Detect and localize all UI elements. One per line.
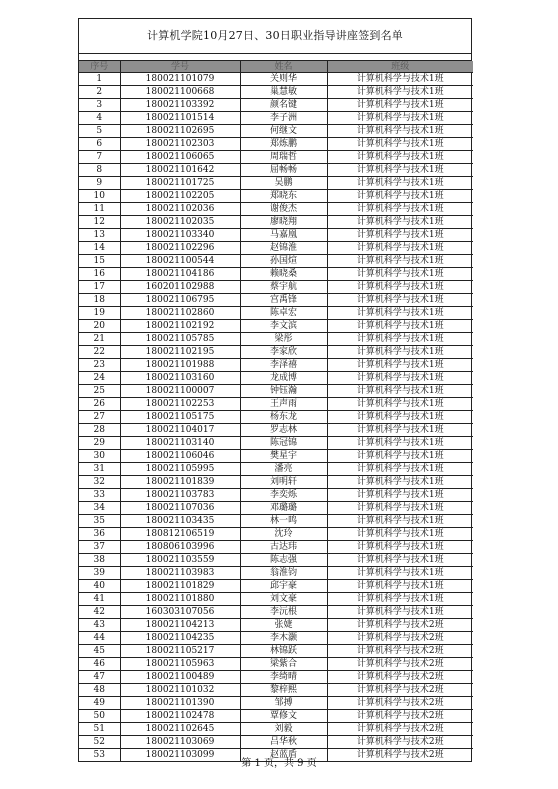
table-row (79, 476, 473, 489)
title-divider (79, 54, 471, 61)
cell-index: 50 (79, 710, 120, 723)
cell-class: 计算机科学与技术1班 (327, 502, 473, 515)
cell-class: 计算机科学与技术1班 (327, 190, 473, 203)
cell-class: 计算机科学与技术1班 (327, 411, 473, 424)
cell-index: 40 (79, 580, 120, 593)
cell-student-id: 180021101880 (120, 593, 240, 606)
table-row (79, 528, 473, 541)
cell-class: 计算机科学与技术1班 (327, 567, 473, 580)
cell-student-id: 180021103983 (120, 567, 240, 580)
cell-class: 计算机科学与技术2班 (327, 684, 473, 697)
table-row (79, 242, 473, 255)
cell-name: 郑炼鹏 (240, 138, 327, 151)
cell-name: 潘亮 (240, 463, 327, 476)
cell-name: 周瑞哲 (240, 151, 327, 164)
cell-index: 6 (79, 138, 120, 151)
table-row (79, 489, 473, 502)
cell-index: 52 (79, 736, 120, 749)
table-row (79, 125, 473, 138)
cell-class: 计算机科学与技术1班 (327, 229, 473, 242)
cell-student-id: 180021106795 (120, 294, 240, 307)
cell-name: 钟钰瀚 (240, 385, 327, 398)
table-row (79, 463, 473, 476)
cell-index: 5 (79, 125, 120, 138)
cell-index: 13 (79, 229, 120, 242)
cell-class: 计算机科学与技术1班 (327, 515, 473, 528)
table-row (79, 99, 473, 112)
table-row (79, 710, 473, 723)
header-index: 序号 (79, 61, 120, 73)
table-body (79, 73, 473, 762)
cell-student-id: 180021105785 (120, 333, 240, 346)
cell-class: 计算机科学与技术1班 (327, 359, 473, 372)
table-row (79, 151, 473, 164)
cell-class: 计算机科学与技术2班 (327, 658, 473, 671)
cell-student-id: 180021104017 (120, 424, 240, 437)
cell-student-id: 180021103160 (120, 372, 240, 385)
cell-index: 31 (79, 463, 120, 476)
table-row (79, 320, 473, 333)
cell-class: 计算机科学与技术1班 (327, 333, 473, 346)
cell-index: 15 (79, 255, 120, 268)
header-student-id: 学号 (120, 61, 240, 73)
cell-class: 计算机科学与技术1班 (327, 463, 473, 476)
cell-class: 计算机科学与技术1班 (327, 424, 473, 437)
cell-name: 李木灏 (240, 632, 327, 645)
cell-index: 48 (79, 684, 120, 697)
cell-index: 47 (79, 671, 120, 684)
cell-class: 计算机科学与技术1班 (327, 346, 473, 359)
table-row (79, 398, 473, 411)
cell-index: 27 (79, 411, 120, 424)
table-row (79, 684, 473, 697)
cell-index: 32 (79, 476, 120, 489)
cell-index: 11 (79, 203, 120, 216)
cell-student-id: 180021100668 (120, 86, 240, 99)
cell-index: 38 (79, 554, 120, 567)
cell-student-id: 180021105175 (120, 411, 240, 424)
cell-name: 赵锦淮 (240, 242, 327, 255)
cell-name: 赖晓桑 (240, 268, 327, 281)
cell-student-id: 180021102303 (120, 138, 240, 151)
cell-class: 计算机科学与技术1班 (327, 255, 473, 268)
cell-student-id: 180021103140 (120, 437, 240, 450)
cell-class: 计算机科学与技术1班 (327, 112, 473, 125)
cell-class: 计算机科学与技术1班 (327, 99, 473, 112)
cell-name: 樊星宇 (240, 450, 327, 463)
table-row (79, 736, 473, 749)
table-row (79, 333, 473, 346)
cell-index: 41 (79, 593, 120, 606)
cell-name: 邓璐璐 (240, 502, 327, 515)
cell-index: 33 (79, 489, 120, 502)
cell-index: 44 (79, 632, 120, 645)
cell-class: 计算机科学与技术1班 (327, 294, 473, 307)
cell-index: 34 (79, 502, 120, 515)
cell-index: 25 (79, 385, 120, 398)
cell-student-id: 180021105995 (120, 463, 240, 476)
table-row (79, 697, 473, 710)
table-row (79, 86, 473, 99)
cell-name: 马嘉凰 (240, 229, 327, 242)
cell-student-id: 180021102192 (120, 320, 240, 333)
table-row (79, 294, 473, 307)
cell-name: 宫禹锋 (240, 294, 327, 307)
cell-name: 吴鹏 (240, 177, 327, 190)
cell-index: 39 (79, 567, 120, 580)
cell-class: 计算机科学与技术1班 (327, 476, 473, 489)
table-row (79, 255, 473, 268)
cell-class: 计算机科学与技术1班 (327, 177, 473, 190)
cell-class: 计算机科学与技术2班 (327, 671, 473, 684)
cell-index: 29 (79, 437, 120, 450)
cell-name: 刘毅 (240, 723, 327, 736)
cell-name: 古达玮 (240, 541, 327, 554)
cell-name: 刘文豪 (240, 593, 327, 606)
cell-class: 计算机科学与技术1班 (327, 489, 473, 502)
cell-name: 关则华 (240, 73, 327, 86)
cell-class: 计算机科学与技术2班 (327, 723, 473, 736)
cell-student-id: 180021101642 (120, 164, 240, 177)
cell-index: 22 (79, 346, 120, 359)
cell-name: 陈志强 (240, 554, 327, 567)
cell-class: 计算机科学与技术1班 (327, 541, 473, 554)
cell-class: 计算机科学与技术1班 (327, 593, 473, 606)
table-row (79, 164, 473, 177)
cell-student-id: 180021101839 (120, 476, 240, 489)
cell-index: 17 (79, 281, 120, 294)
cell-name: 张婕 (240, 619, 327, 632)
cell-name: 邱宇豪 (240, 580, 327, 593)
cell-name: 李奕烁 (240, 489, 327, 502)
cell-student-id: 180021103559 (120, 554, 240, 567)
cell-index: 46 (79, 658, 120, 671)
cell-student-id: 180021107036 (120, 502, 240, 515)
cell-class: 计算机科学与技术1班 (327, 450, 473, 463)
cell-student-id: 180021101829 (120, 580, 240, 593)
cell-class: 计算机科学与技术2班 (327, 749, 473, 762)
cell-name: 李子洲 (240, 112, 327, 125)
cell-index: 3 (79, 99, 120, 112)
cell-name: 屈畅畅 (240, 164, 327, 177)
cell-name: 李泽禧 (240, 359, 327, 372)
cell-student-id: 180021106065 (120, 151, 240, 164)
cell-class: 计算机科学与技术1班 (327, 242, 473, 255)
cell-student-id: 180021102036 (120, 203, 240, 216)
cell-name: 黎梓熙 (240, 684, 327, 697)
cell-student-id: 180021104235 (120, 632, 240, 645)
cell-student-id: 180021102195 (120, 346, 240, 359)
cell-name: 杨东龙 (240, 411, 327, 424)
cell-name: 林一鸣 (240, 515, 327, 528)
cell-index: 20 (79, 320, 120, 333)
cell-index: 36 (79, 528, 120, 541)
cell-class: 计算机科学与技术1班 (327, 73, 473, 86)
cell-student-id: 180021103392 (120, 99, 240, 112)
table-row (79, 424, 473, 437)
cell-class: 计算机科学与技术2班 (327, 710, 473, 723)
cell-class: 计算机科学与技术1班 (327, 606, 473, 619)
cell-index: 21 (79, 333, 120, 346)
table-header-row (79, 61, 473, 73)
cell-student-id: 180021106046 (120, 450, 240, 463)
cell-index: 10 (79, 190, 120, 203)
cell-student-id: 180021103069 (120, 736, 240, 749)
cell-student-id: 180021100489 (120, 671, 240, 684)
cell-student-id: 180021101725 (120, 177, 240, 190)
cell-index: 1 (79, 73, 120, 86)
cell-index: 23 (79, 359, 120, 372)
cell-class: 计算机科学与技术1班 (327, 320, 473, 333)
table-row (79, 411, 473, 424)
header-class: 班级 (327, 61, 473, 73)
cell-name: 龙成博 (240, 372, 327, 385)
cell-name: 王声雨 (240, 398, 327, 411)
cell-class: 计算机科学与技术1班 (327, 281, 473, 294)
cell-index: 42 (79, 606, 120, 619)
table-row (79, 567, 473, 580)
cell-student-id: 180021100007 (120, 385, 240, 398)
table-row (79, 671, 473, 684)
table-row (79, 385, 473, 398)
cell-name: 翁淮钧 (240, 567, 327, 580)
cell-student-id: 180021102695 (120, 125, 240, 138)
table-row (79, 554, 473, 567)
cell-index: 28 (79, 424, 120, 437)
cell-name: 刘明轩 (240, 476, 327, 489)
cell-index: 51 (79, 723, 120, 736)
cell-student-id: 180021105217 (120, 645, 240, 658)
cell-index: 2 (79, 86, 120, 99)
cell-name: 李文滨 (240, 320, 327, 333)
cell-class: 计算机科学与技术1班 (327, 372, 473, 385)
cell-class: 计算机科学与技术2班 (327, 736, 473, 749)
document-title: 计算机学院10月27日、30日职业指导讲座签到名单 (79, 19, 471, 54)
cell-name: 陈冠锦 (240, 437, 327, 450)
cell-class: 计算机科学与技术1班 (327, 528, 473, 541)
cell-class: 计算机科学与技术1班 (327, 125, 473, 138)
cell-name: 邹搏 (240, 697, 327, 710)
cell-class: 计算机科学与技术2班 (327, 619, 473, 632)
cell-index: 7 (79, 151, 120, 164)
cell-index: 18 (79, 294, 120, 307)
cell-name: 郑晓东 (240, 190, 327, 203)
cell-student-id: 160303107056 (120, 606, 240, 619)
table-row (79, 658, 473, 671)
cell-index: 30 (79, 450, 120, 463)
cell-name: 廖晓翔 (240, 216, 327, 229)
cell-student-id: 180806103996 (120, 541, 240, 554)
cell-student-id: 180021101032 (120, 684, 240, 697)
cell-student-id: 180021102035 (120, 216, 240, 229)
table-row (79, 73, 473, 86)
cell-index: 19 (79, 307, 120, 320)
cell-name: 李家欣 (240, 346, 327, 359)
cell-student-id: 180021104186 (120, 268, 240, 281)
cell-student-id: 180021100544 (120, 255, 240, 268)
table-row (79, 229, 473, 242)
cell-class: 计算机科学与技术2班 (327, 645, 473, 658)
cell-student-id: 180021103435 (120, 515, 240, 528)
cell-class: 计算机科学与技术1班 (327, 216, 473, 229)
cell-index: 35 (79, 515, 120, 528)
cell-name: 沈玲 (240, 528, 327, 541)
cell-name: 李沅根 (240, 606, 327, 619)
table-row (79, 502, 473, 515)
cell-class: 计算机科学与技术1班 (327, 268, 473, 281)
table-row (79, 606, 473, 619)
cell-class: 计算机科学与技术1班 (327, 398, 473, 411)
cell-class: 计算机科学与技术1班 (327, 554, 473, 567)
cell-student-id: 180021102860 (120, 307, 240, 320)
cell-student-id: 180021102253 (120, 398, 240, 411)
cell-index: 14 (79, 242, 120, 255)
cell-name: 孙国煊 (240, 255, 327, 268)
cell-name: 赵蓝盾 (240, 749, 327, 762)
cell-class: 计算机科学与技术1班 (327, 580, 473, 593)
cell-class: 计算机科学与技术1班 (327, 164, 473, 177)
table-row (79, 632, 473, 645)
cell-name: 梁彤 (240, 333, 327, 346)
table-row (79, 450, 473, 463)
cell-name: 李绮晴 (240, 671, 327, 684)
cell-index: 9 (79, 177, 120, 190)
cell-student-id: 180021101079 (120, 73, 240, 86)
cell-class: 计算机科学与技术1班 (327, 86, 473, 99)
cell-class: 计算机科学与技术1班 (327, 151, 473, 164)
table-row (79, 112, 473, 125)
cell-index: 26 (79, 398, 120, 411)
cell-index: 49 (79, 697, 120, 710)
cell-class: 计算机科学与技术1班 (327, 307, 473, 320)
cell-student-id: 180021103783 (120, 489, 240, 502)
cell-name: 蔡宇航 (240, 281, 327, 294)
cell-index: 12 (79, 216, 120, 229)
table-row (79, 593, 473, 606)
signin-sheet (78, 18, 472, 762)
cell-student-id: 180021101390 (120, 697, 240, 710)
cell-student-id: 180021105963 (120, 658, 240, 671)
table-row (79, 437, 473, 450)
cell-student-id: 180021104213 (120, 619, 240, 632)
table-row (79, 268, 473, 281)
table-row (79, 138, 473, 151)
attendance-table (79, 61, 473, 761)
table-row (79, 216, 473, 229)
cell-name: 林锦跃 (240, 645, 327, 658)
table-row (79, 190, 473, 203)
cell-name: 陈卓宏 (240, 307, 327, 320)
cell-class: 计算机科学与技术1班 (327, 138, 473, 151)
cell-student-id: 180021101514 (120, 112, 240, 125)
table-row (79, 580, 473, 593)
table-row (79, 177, 473, 190)
cell-index: 45 (79, 645, 120, 658)
cell-student-id: 180812106519 (120, 528, 240, 541)
cell-index: 43 (79, 619, 120, 632)
cell-name: 覃修文 (240, 710, 327, 723)
table-row (79, 645, 473, 658)
cell-index: 16 (79, 268, 120, 281)
cell-student-id: 180021103099 (120, 749, 240, 762)
header-name: 姓名 (240, 61, 327, 73)
cell-name: 梁紫合 (240, 658, 327, 671)
cell-name: 颜名键 (240, 99, 327, 112)
table-row (79, 203, 473, 216)
cell-name: 吕华秋 (240, 736, 327, 749)
cell-index: 4 (79, 112, 120, 125)
cell-name: 谢俊杰 (240, 203, 327, 216)
cell-index: 24 (79, 372, 120, 385)
table-row (79, 346, 473, 359)
cell-index: 8 (79, 164, 120, 177)
cell-name: 罗志林 (240, 424, 327, 437)
cell-student-id: 160201102988 (120, 281, 240, 294)
cell-student-id: 180021102205 (120, 190, 240, 203)
cell-class: 计算机科学与技术2班 (327, 632, 473, 645)
cell-student-id: 180021102296 (120, 242, 240, 255)
cell-student-id: 180021102478 (120, 710, 240, 723)
cell-class: 计算机科学与技术1班 (327, 203, 473, 216)
table-row (79, 281, 473, 294)
cell-class: 计算机科学与技术1班 (327, 385, 473, 398)
cell-index: 53 (79, 749, 120, 762)
cell-student-id: 180021101988 (120, 359, 240, 372)
cell-student-id: 180021102645 (120, 723, 240, 736)
cell-class: 计算机科学与技术2班 (327, 697, 473, 710)
table-row (79, 541, 473, 554)
table-row (79, 307, 473, 320)
table-row (79, 372, 473, 385)
cell-name: 巢慧敏 (240, 86, 327, 99)
cell-class: 计算机科学与技术1班 (327, 437, 473, 450)
table-row (79, 515, 473, 528)
page-footer: 第 1 页，共 9 页 (241, 758, 317, 769)
cell-index: 37 (79, 541, 120, 554)
table-row (79, 723, 473, 736)
cell-student-id: 180021103340 (120, 229, 240, 242)
table-row (79, 359, 473, 372)
cell-name: 何继文 (240, 125, 327, 138)
table-row (79, 619, 473, 632)
